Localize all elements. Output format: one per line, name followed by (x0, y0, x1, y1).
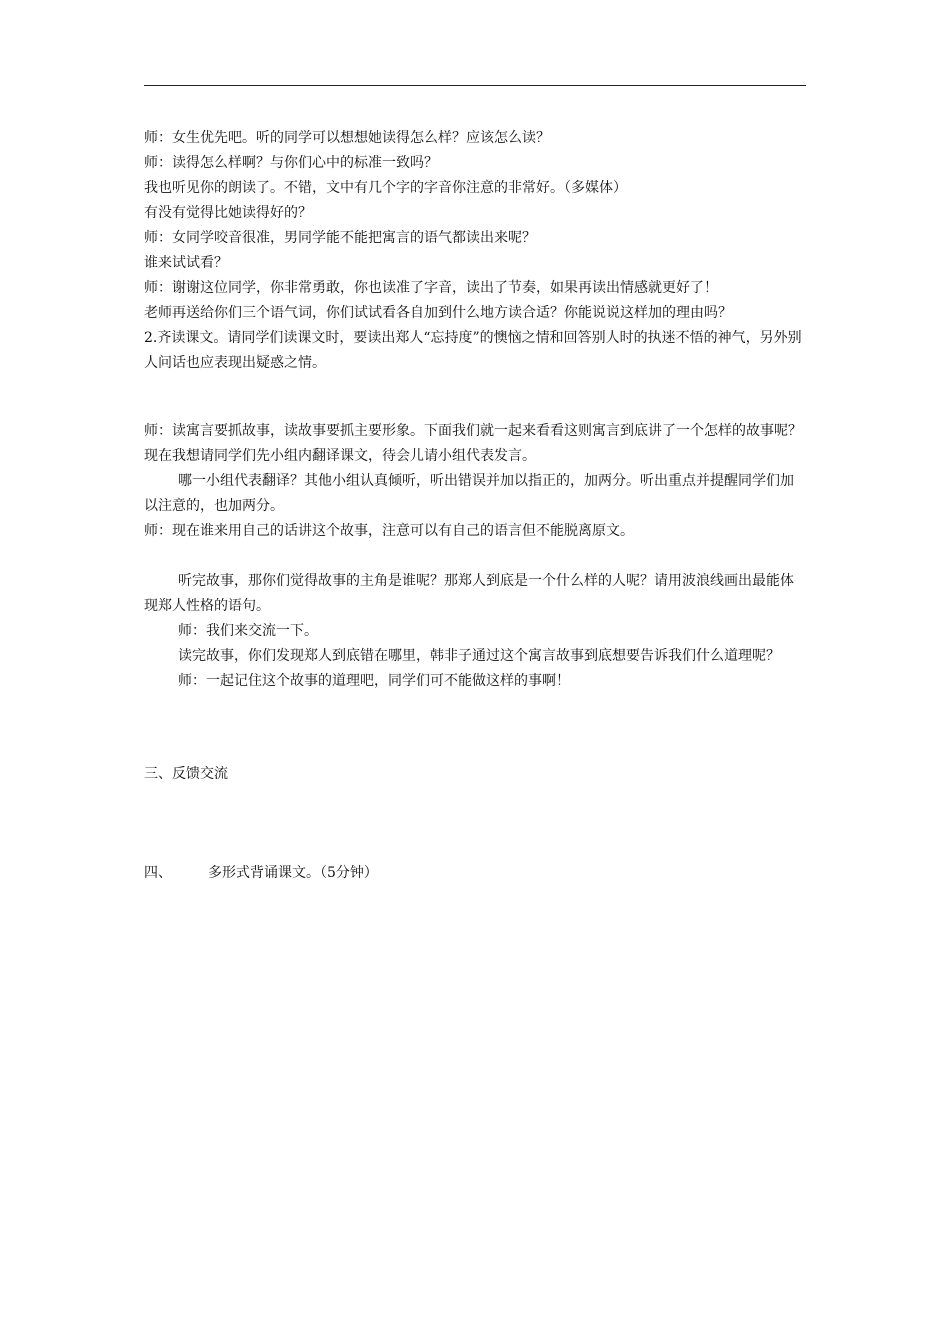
paragraph: 师：女同学咬音很准，男同学能不能把寓言的语气都读出来呢？ (144, 230, 536, 246)
paragraph: 谁来试试看？ (144, 255, 228, 271)
paragraph: 师：读得怎么样啊？与你们心中的标准一致吗？ (144, 155, 438, 171)
paragraph: 读完故事，你们发现郑人到底错在哪里，韩非子通过这个寓言故事到底想要告诉我们什么道理呢？ (178, 648, 780, 664)
paragraph: 哪一小组代表翻译？其他小组认真倾听，听出错误并加以指正的，加两分。听出重点并提醒同学们加以注意的，也加两分。 (144, 473, 794, 514)
paragraph: 师：谢谢这位同学，你非常勇敢，你也读准了字音，读出了节奏，如果再读出情感就更好了！ (144, 280, 718, 296)
paragraph: 我也听见你的朗读了。不错，文中有几个字的字音你注意的非常好。（多媒体） (144, 180, 627, 196)
section-title: 多形式背诵课文。（5分钟） (208, 865, 378, 881)
paragraph: 有没有觉得比她读得好的？ (144, 205, 312, 221)
document-body (144, 126, 806, 886)
paragraph: 2.齐读课文。请同学们读课文时，要读出郑人“忘持度”的懊恼之情和回答别人时的执迷不悟的神气，另外别人问话也应表现出疑惑之情。 (144, 330, 802, 371)
paragraph: 听完故事，那你们觉得故事的主角是谁呢？那郑人到底是一个什么样的人呢？请用波浪线画出最能体现郑人性格的语句。 (144, 573, 794, 614)
paragraph: 师：现在谁来用自己的话讲这个故事，注意可以有自己的语言但不能脱离原文。 (144, 523, 634, 539)
paragraph: 师：女生优先吧。听的同学可以想想她读得怎么样？应该怎么读？ (144, 130, 550, 146)
section-number: 四、 (144, 865, 172, 881)
paragraph: 师：读寓言要抓故事，读故事要抓主要形象。下面我们就一起来看看这则寓言到底讲了一个怎样的故事呢？现在我想请同学们先小组内翻译课文，待会儿请小组代表发言。 (144, 423, 802, 464)
header-rule (144, 85, 806, 86)
paragraph: 师：我们来交流一下。 (178, 623, 318, 639)
section-heading (144, 861, 806, 886)
paragraph: 老师再送给你们三个语气词，你们试试看各自加到什么地方读合适？你能说说这样加的理由吗？ (144, 305, 732, 321)
paragraph: 师：一起记住这个故事的道理吧，同学们可不能做这样的事啊！ (178, 673, 570, 689)
section-heading: 三、反馈交流 (144, 766, 228, 782)
